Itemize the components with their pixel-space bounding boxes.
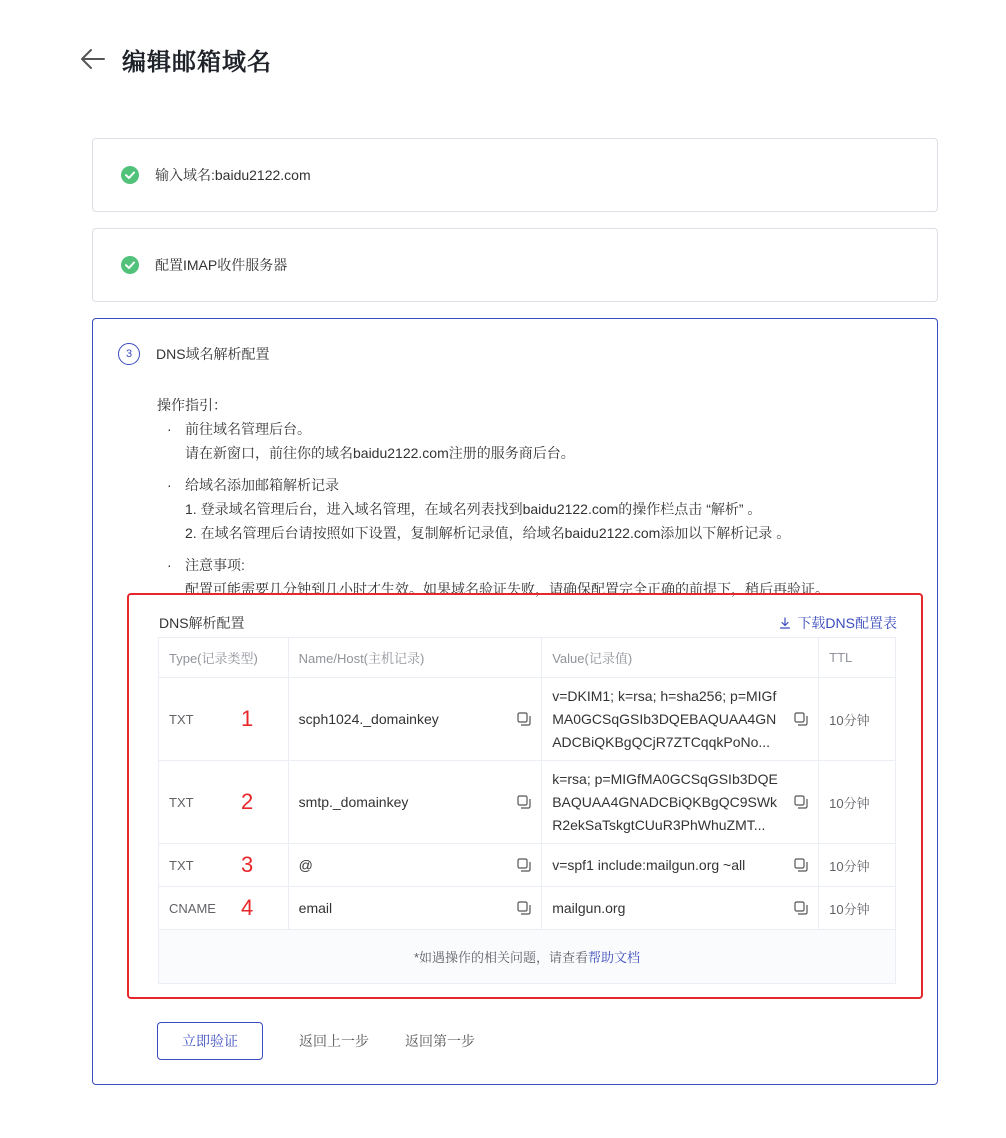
page-header	[80, 44, 272, 74]
guide-line: 前往域名管理后台。	[185, 421, 311, 437]
download-dns-config-link[interactable]	[779, 613, 897, 633]
step-title: DNS域名解析配置	[156, 346, 270, 362]
record-name: email	[298, 900, 333, 916]
record-value-cell	[542, 887, 819, 930]
check-circle-icon	[121, 256, 139, 274]
record-ttl: 10分钟	[819, 844, 896, 887]
step-label: 配置IMAP收件服务器	[155, 257, 288, 273]
dns-config-heading: DNS解析配置	[159, 615, 245, 631]
record-value-cell	[542, 678, 819, 761]
copy-icon[interactable]	[794, 795, 808, 809]
annotation-number: 3	[241, 852, 254, 877]
guide-line: 2. 在域名管理后台请按照如下设置，复制解析记录值，给域名baidu2122.com添加以下解析记录 。	[185, 525, 791, 541]
table-row	[159, 678, 896, 761]
dns-records-table	[158, 637, 896, 984]
step-number-badge: 3	[118, 343, 140, 365]
download-label: 下载DNS配置表	[797, 615, 897, 631]
guide-line: 配置可能需要几分钟到几小时才生效。如果域名验证失败，请确保配置完全正确的前提下，稍后再验证。	[185, 581, 829, 597]
annotation-number: 4	[241, 895, 254, 920]
record-type-cell	[159, 887, 289, 930]
table-row	[159, 761, 896, 844]
record-value: k=rsa; p=MIGfMA0GCSqGSIb3DQEBAQUAA4GNADCBiQKBgQC9SWkR2ekSaTskgtCUuR3PhWhuZMT...	[552, 770, 778, 833]
copy-icon[interactable]	[794, 712, 808, 726]
record-name: smtp._domainkey	[298, 794, 409, 810]
guide-line: 1. 登录域名管理后台，进入域名管理，在域名列表找到baidu2122.com的操作栏点击 “解析” 。	[185, 501, 762, 517]
guide-title: 操作指引：	[157, 397, 227, 413]
copy-icon[interactable]	[517, 901, 531, 915]
step-row	[121, 255, 287, 275]
step-header	[118, 343, 270, 365]
help-row	[159, 930, 896, 984]
record-value: v=DKIM1; k=rsa; h=sha256; p=MIGfMA0GCSqGSIb3DQEBAQUAA4GNADCBiQKBgQCjR7ZTCqqkPoNo...	[552, 687, 777, 750]
record-ttl: 10分钟	[819, 761, 896, 844]
verify-now-button[interactable]: 立即验证	[157, 1022, 263, 1060]
bullet: ·	[167, 477, 172, 493]
action-bar	[157, 1022, 475, 1060]
record-ttl: 10分钟	[819, 678, 896, 761]
record-type: TXT	[169, 857, 194, 873]
copy-icon[interactable]	[517, 712, 531, 726]
help-text: *如遇操作的相关问题，请查看	[413, 950, 589, 965]
record-type: TXT	[169, 711, 194, 727]
step-row	[121, 165, 311, 185]
back-previous-step-button[interactable]: 返回上一步	[299, 1033, 369, 1049]
record-name-cell	[288, 761, 542, 844]
column-header-value: Value(记录值)	[542, 638, 819, 678]
help-cell	[159, 930, 896, 984]
guide-item	[157, 417, 829, 465]
annotation-number: 1	[241, 706, 254, 731]
step-card-domain	[92, 138, 938, 212]
record-type: CNAME	[169, 900, 216, 916]
record-type-cell	[159, 844, 289, 887]
download-icon	[779, 617, 791, 629]
record-name-cell	[288, 887, 542, 930]
record-type: TXT	[169, 794, 194, 810]
guide-line: 注意事项:	[185, 557, 245, 573]
back-first-step-button[interactable]: 返回第一步	[405, 1033, 475, 1049]
copy-icon[interactable]	[517, 795, 531, 809]
column-header-type: Type(记录类型)	[159, 638, 289, 678]
column-header-ttl: TTL	[819, 638, 896, 678]
column-header-name: Name/Host(主机记录)	[288, 638, 542, 678]
table-header-row	[159, 638, 896, 678]
record-ttl: 10分钟	[819, 887, 896, 930]
step-card-dns	[92, 318, 938, 1085]
copy-icon[interactable]	[794, 858, 808, 872]
guide-item	[157, 473, 829, 545]
page-title: 编辑邮箱域名	[122, 48, 272, 76]
back-arrow-icon[interactable]	[80, 46, 106, 72]
copy-icon[interactable]	[517, 858, 531, 872]
record-name: @	[298, 857, 313, 873]
table-row	[159, 844, 896, 887]
record-name: scph1024._domainkey	[298, 711, 439, 727]
record-name-cell	[288, 844, 542, 887]
record-value-cell	[542, 844, 819, 887]
record-value: mailgun.org	[552, 899, 626, 916]
record-value-cell	[542, 761, 819, 844]
step-card-imap	[92, 228, 938, 302]
record-value: v=spf1 include:mailgun.org ~all	[552, 856, 746, 873]
guide-line: 给域名添加邮箱解析记录	[185, 477, 339, 493]
table-row	[159, 887, 896, 930]
guide-section	[157, 393, 829, 609]
bullet: ·	[167, 557, 172, 573]
annotation-number: 2	[241, 789, 254, 814]
dns-config-box	[127, 593, 923, 999]
record-type-cell	[159, 678, 289, 761]
record-name-cell	[288, 678, 542, 761]
guide-line: 请在新窗口，前往你的域名baidu2122.com注册的服务商后台。	[185, 445, 575, 461]
copy-icon[interactable]	[794, 901, 808, 915]
step-label: 输入域名:baidu2122.com	[155, 167, 311, 183]
help-doc-link[interactable]: 帮助文档	[588, 950, 641, 965]
check-circle-icon	[121, 166, 139, 184]
record-type-cell	[159, 761, 289, 844]
bullet: ·	[167, 421, 172, 437]
